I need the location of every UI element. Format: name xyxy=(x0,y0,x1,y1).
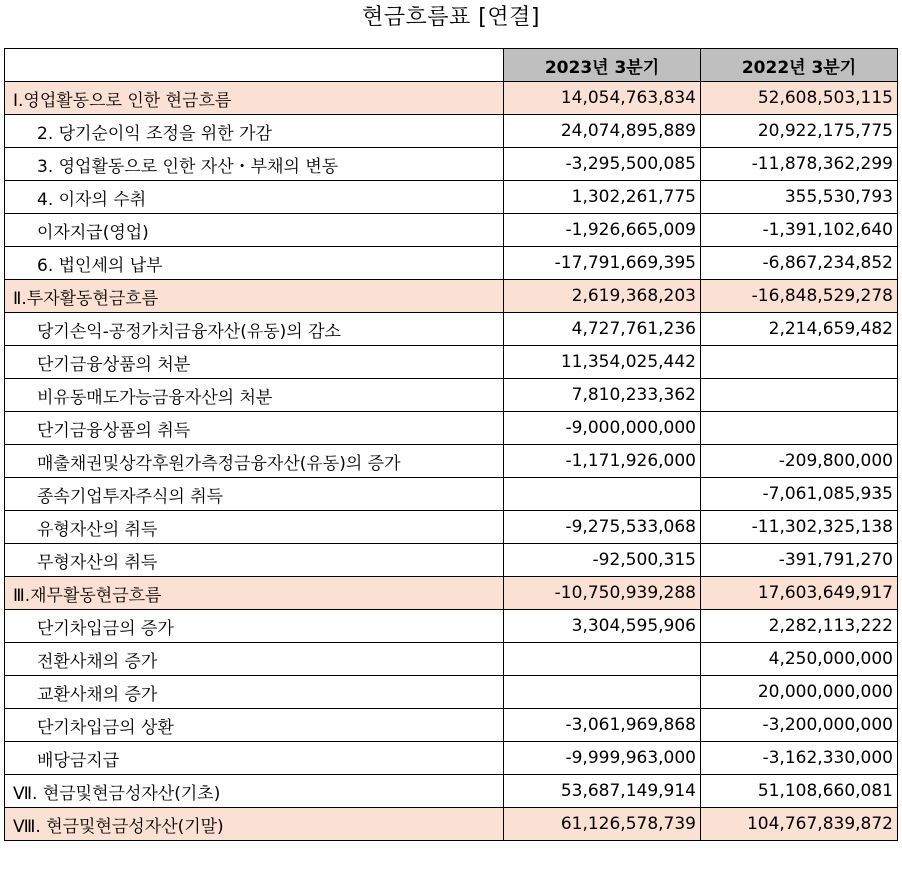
value-2022-q3: -1,391,102,640 xyxy=(701,214,898,247)
table-section-row xyxy=(5,808,898,841)
row-label: 비유동매도가능금융자산의 처분 xyxy=(5,379,504,412)
row-label: 유형자산의 취득 xyxy=(5,511,504,544)
table-row xyxy=(5,775,898,808)
value-2023-q3 xyxy=(504,478,701,511)
table-row xyxy=(5,478,898,511)
value-2023-q3: 2,619,368,203 xyxy=(504,280,701,313)
value-2023-q3: -3,061,969,868 xyxy=(504,709,701,742)
table-row xyxy=(5,709,898,742)
header-2023-q3: 2023년 3분기 xyxy=(504,49,701,82)
table-row xyxy=(5,148,898,181)
row-label: Ⅲ.재무활동현금흐름 xyxy=(5,577,504,610)
row-label: 6. 법인세의 납부 xyxy=(5,247,504,280)
value-2022-q3: -11,878,362,299 xyxy=(701,148,898,181)
value-2022-q3: 52,608,503,115 xyxy=(701,82,898,115)
row-label: 이자지급(영업) xyxy=(5,214,504,247)
value-2022-q3: 2,214,659,482 xyxy=(701,313,898,346)
table-row xyxy=(5,181,898,214)
header-blank-cell xyxy=(5,49,504,82)
row-label: 3. 영업활동으로 인한 자산・부채의 변동 xyxy=(5,148,504,181)
table-row xyxy=(5,247,898,280)
row-label: 4. 이자의 수취 xyxy=(5,181,504,214)
table-row xyxy=(5,610,898,643)
header-2022-q3: 2022년 3분기 xyxy=(701,49,898,82)
table-section-row xyxy=(5,82,898,115)
value-2023-q3: -92,500,315 xyxy=(504,544,701,577)
value-2022-q3 xyxy=(701,412,898,445)
table-row xyxy=(5,379,898,412)
row-label: 2. 당기순이익 조정을 위한 가감 xyxy=(5,115,504,148)
row-label: 종속기업투자주식의 취득 xyxy=(5,478,504,511)
value-2023-q3: -1,926,665,009 xyxy=(504,214,701,247)
value-2023-q3: -17,791,669,395 xyxy=(504,247,701,280)
row-label: Ⅰ.영업활동으로 인한 현금흐름 xyxy=(5,82,504,115)
row-label: Ⅱ.투자활동현금흐름 xyxy=(5,280,504,313)
value-2023-q3: 53,687,149,914 xyxy=(504,775,701,808)
value-2023-q3 xyxy=(504,676,701,709)
row-label: 전환사채의 증가 xyxy=(5,643,504,676)
value-2023-q3: 4,727,761,236 xyxy=(504,313,701,346)
table-row xyxy=(5,511,898,544)
table-row xyxy=(5,544,898,577)
table-row xyxy=(5,313,898,346)
value-2023-q3: -1,171,926,000 xyxy=(504,445,701,478)
value-2022-q3 xyxy=(701,379,898,412)
row-label: 교환사채의 증가 xyxy=(5,676,504,709)
row-label: Ⅷ. 현금및현금성자산(기말) xyxy=(5,808,504,841)
row-label: 단기금융상품의 처분 xyxy=(5,346,504,379)
value-2022-q3: -391,791,270 xyxy=(701,544,898,577)
value-2023-q3: 3,304,595,906 xyxy=(504,610,701,643)
table-row xyxy=(5,676,898,709)
value-2023-q3: 24,074,895,889 xyxy=(504,115,701,148)
table-row xyxy=(5,412,898,445)
value-2023-q3: 7,810,233,362 xyxy=(504,379,701,412)
value-2022-q3: 355,530,793 xyxy=(701,181,898,214)
value-2022-q3: -3,162,330,000 xyxy=(701,742,898,775)
table-row xyxy=(5,445,898,478)
row-label: 당기손익-공정가치금융자산(유동)의 감소 xyxy=(5,313,504,346)
value-2022-q3: -209,800,000 xyxy=(701,445,898,478)
value-2022-q3: 20,000,000,000 xyxy=(701,676,898,709)
value-2022-q3: -16,848,529,278 xyxy=(701,280,898,313)
page-title: 현금흐름표 [연결] xyxy=(362,5,540,30)
value-2023-q3: -9,275,533,068 xyxy=(504,511,701,544)
table-row xyxy=(5,214,898,247)
value-2023-q3: -10,750,939,288 xyxy=(504,577,701,610)
row-label: 단기금융상품의 취득 xyxy=(5,412,504,445)
value-2022-q3: 20,922,175,775 xyxy=(701,115,898,148)
row-label: 매출채권및상각후원가측정금융자산(유동)의 증가 xyxy=(5,445,504,478)
value-2023-q3 xyxy=(504,643,701,676)
value-2023-q3: 1,302,261,775 xyxy=(504,181,701,214)
value-2023-q3: 61,126,578,739 xyxy=(504,808,701,841)
value-2022-q3: 2,282,113,222 xyxy=(701,610,898,643)
value-2022-q3: 17,603,649,917 xyxy=(701,577,898,610)
row-label: Ⅶ. 현금및현금성자산(기초) xyxy=(5,775,504,808)
table-header-row xyxy=(5,49,898,82)
value-2022-q3 xyxy=(701,346,898,379)
value-2023-q3: -3,295,500,085 xyxy=(504,148,701,181)
value-2022-q3: 104,767,839,872 xyxy=(701,808,898,841)
table-row xyxy=(5,346,898,379)
row-label: 단기차입금의 상환 xyxy=(5,709,504,742)
cash-flow-table xyxy=(4,48,898,841)
table-section-row xyxy=(5,577,898,610)
value-2022-q3: -11,302,325,138 xyxy=(701,511,898,544)
table-row xyxy=(5,643,898,676)
value-2023-q3: 14,054,763,834 xyxy=(504,82,701,115)
table-section-row xyxy=(5,280,898,313)
row-label: 단기차입금의 증가 xyxy=(5,610,504,643)
value-2023-q3: -9,999,963,000 xyxy=(504,742,701,775)
value-2022-q3: -3,200,000,000 xyxy=(701,709,898,742)
row-label: 무형자산의 취득 xyxy=(5,544,504,577)
table-row xyxy=(5,742,898,775)
value-2023-q3: 11,354,025,442 xyxy=(504,346,701,379)
value-2022-q3: -6,867,234,852 xyxy=(701,247,898,280)
value-2022-q3: 51,108,660,081 xyxy=(701,775,898,808)
row-label: 배당금지급 xyxy=(5,742,504,775)
value-2022-q3: -7,061,085,935 xyxy=(701,478,898,511)
value-2022-q3: 4,250,000,000 xyxy=(701,643,898,676)
value-2023-q3: -9,000,000,000 xyxy=(504,412,701,445)
table-row xyxy=(5,115,898,148)
